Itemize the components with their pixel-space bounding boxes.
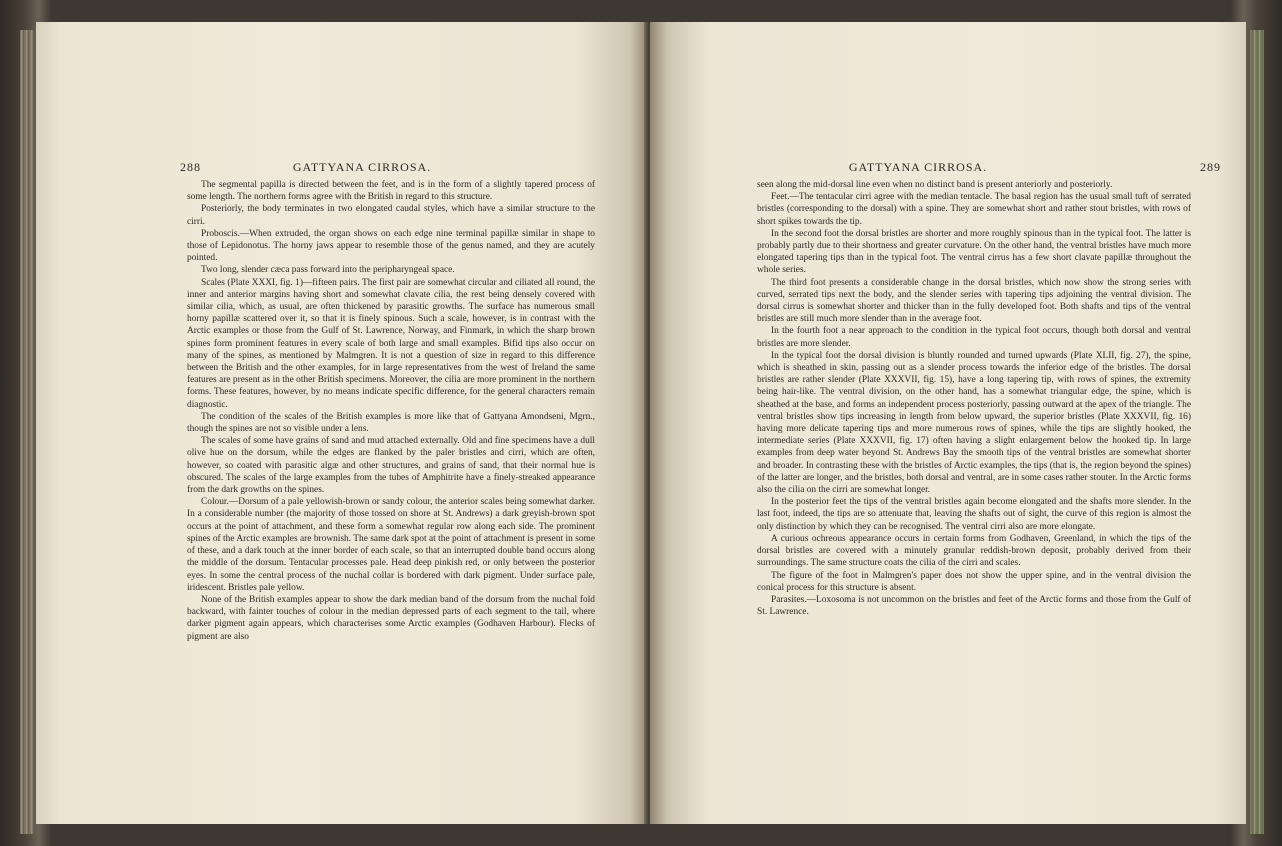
left-page-number: 288 (180, 160, 201, 174)
paragraph: The condition of the scales of the British examples is more like that of Gattyana Amondseni, Mgrn., though the spines are not so visible under a lens. (187, 411, 595, 435)
right-page-header (650, 160, 1246, 174)
paragraph: In the typical foot the dorsal division is bluntly rounded and turned upwards (Plate XLII, fig. 27), the spine, which is sheathed in skin, passing out as a slender process towards the inferior edge of the bristles. The dorsal bristles are rather slender (Plate XXXVII, fig. 15), have a long tapering tip, with rows of spines, the extremity being hair-like. The ventral division, on the other hand, has a somewhat triangular edge, the spine, which is sheathed at the base, and forms an independent process posteriorly, passing outward at the apex of the triangle. The ventral bristles show tips increasing in length from below upward, the superior bristles (Plate XXXVII, fig. 16) having more delicate tapering tips and more numerous rows of spines, while the tips are slightly hooked, the intermediate series (Plate XXXVII, fig. 17) often having a slight enlargement below the hooked tip. In large examples from deep water beyond St. Andrews Bay the smooth tips of the ventral bristles are somewhat shorter and broader. In contrasting these with the bristles of Arctic examples, the tips (that is, the region beyond the spines) of the latter are longer, and the bristles, both dorsal and ventral, are in some cases rather stouter. In the Arctic forms also the cilia on the cirri are somewhat longer. (757, 350, 1191, 496)
paragraph: Parasites.—Loxosoma is not uncommon on the bristles and feet of the Arctic forms and those from the Gulf of St. Lawrence. (757, 594, 1191, 618)
right-page-edges (1250, 30, 1264, 834)
paragraph: The scales of some have grains of sand and mud attached externally. Old and fine specimens have a dull olive hue on the dorsum, while the edges are flanked by the paler bristles and cirri, which are often, however, so coated with parasitic algæ and other structures, and grains of sand, that their normal hue is obscured. The scales of the large examples from the tubes of Amphitrite have a finely-streaked appearance from the dark growths on the spines. (187, 436, 595, 496)
paragraph: None of the British examples appear to show the dark median band of the dorsum from the nuchal fold backward, with fainter touches of colour in the median depressed parts of each segment to the tail, where darker pigment again appears, which characterises some Arctic examples (Godhaven Harbour). Flecks of pigment are also (187, 594, 595, 642)
paragraph: Posteriorly, the body terminates in two elongated caudal styles, which have a similar structure to the cirri. (187, 204, 595, 227)
paragraph: In the posterior feet the tips of the ventral bristles again become elongated and the shafts more slender. In the last foot, indeed, the tips are so attenuate that, leaving the shafts out of sight, the curve of this region is almost the only distinction by which they can be recognised. The ventral cirri also are more elongate. (757, 497, 1191, 532)
left-running-head: GATTYANA CIRROSA. (292, 160, 432, 174)
paragraph: Colour.—Dorsum of a pale yellowish-brown or sandy colour, the anterior scales being somewhat darker. In a considerable number (the majority of those tossed on shore at St. Andrews) a dark greyish-brown spot occurs at the point of attachment, and these form a somewhat regular row along each side. The prominent spines of the Arctic examples are brownish. The same dark spot at the point of attachment is present in some of these, and a dark touch at the inner border of each scale, so that an interrupted double band occurs along the middle of the dorsum. Tentacular processes pale. Head deep pinkish red, or only between the posterior eyes. In some the central process of the nuchal collar is bordered with dark pigment. Under surface pale, iridescent. Bristles pale yellow. (187, 497, 595, 593)
left-page-header (36, 160, 648, 174)
paragraph: Scales (Plate XXXI, fig. 1)—fifteen pairs. The first pair are somewhat circular and ciliated all round, the inner and anterior margins having short and somewhat clavate cilia, the rest being densely covered with similar cilia, which, as usual, are often thickened by parasitic growths. The surface has numerous small horny papillæ scattered over it, so that it is finely spinous. Such a scale, however, is in contrast with the Arctic examples or those from the Gulf of St. Lawrence, Norway, and Finmark, in which the sharp brown spines form prominent features in every scale of both large and small examples. Bifid tips also occur on many of the spines, as mentioned by Malmgren. It is not a question of size in regard to this difference between the British and the other examples, for in large representatives from the west of Ireland the same features are present as in the other British specimens. Moreover, the cilia are more prominent in the northern forms. These features, however, by no means indicate specific difference, for the general characters remain diagnostic. (187, 277, 595, 410)
paragraph: Two long, slender cæca pass forward into the peripharyngeal space. (201, 265, 455, 276)
right-page (650, 22, 1246, 824)
left-page (36, 22, 648, 824)
right-running-head: GATTYANA CIRROSA. (848, 160, 988, 174)
paragraph: The segmental papilla is directed between the feet, and is in the form of a slightly tapered process of some length. The northern forms agree with the British in regard to this structure. (187, 180, 595, 203)
right-page-body (757, 179, 1191, 618)
paragraph: Feet.—The tentacular cirri agree with the median tentacle. The basal region has the usual small tuft of serrated bristles (corresponding to the dorsal) with a spine. They are somewhat short and rather stout bristles, with rows of short spikes towards the tip. (757, 192, 1191, 227)
paragraph: A curious ochreous appearance occurs in certain forms from Godhaven, Greenland, in which the tips of the dorsal bristles are covered with a minutely granular reddish-brown deposit, probably derived from their surroundings. The same structure coats the cilia of the cirri and scales. (757, 533, 1191, 569)
paragraph: Proboscis.—When extruded, the organ shows on each edge nine terminal papillæ similar in shape to those of Lepidonotus. The horny jaws appear to resemble those of the genus named, and they are acutely pointed. (187, 228, 595, 264)
left-page-body (187, 179, 595, 643)
paragraph: The figure of the foot in Malmgren's paper does not show the upper spine, and in the ventral division the conical process for this structure is absent. (757, 570, 1191, 593)
paragraph: In the second foot the dorsal bristles are shorter and more roughly spinous than in the typical foot. The latter is probably partly due to their shortness and greater curvature. On the other hand, the ventral bristles have much more elongated tapering tips than in the typical foot. The ventral cirrus has a few short clavate papillæ throughout the whole series. (757, 228, 1191, 276)
paragraph: The third foot presents a considerable change in the dorsal bristles, which now show the strong series with curved, serrated tips next the body, and the slender series with tapering tips adjoining the ventral division. The dorsal cirrus is somewhat shorter and thicker than in the fully developed foot. Both shafts and tips of the ventral bristles are still much more slender than in the average foot. (757, 277, 1191, 325)
right-page-number: 289 (1200, 160, 1221, 174)
paragraph: seen along the mid-dorsal line even when no distinct band is present anteriorly and posteriorly. (757, 180, 1113, 190)
left-page-edges (20, 30, 34, 834)
paragraph: In the fourth foot a near approach to the condition in the typical foot occurs, though both dorsal and ventral bristles are more slender. (757, 326, 1191, 349)
